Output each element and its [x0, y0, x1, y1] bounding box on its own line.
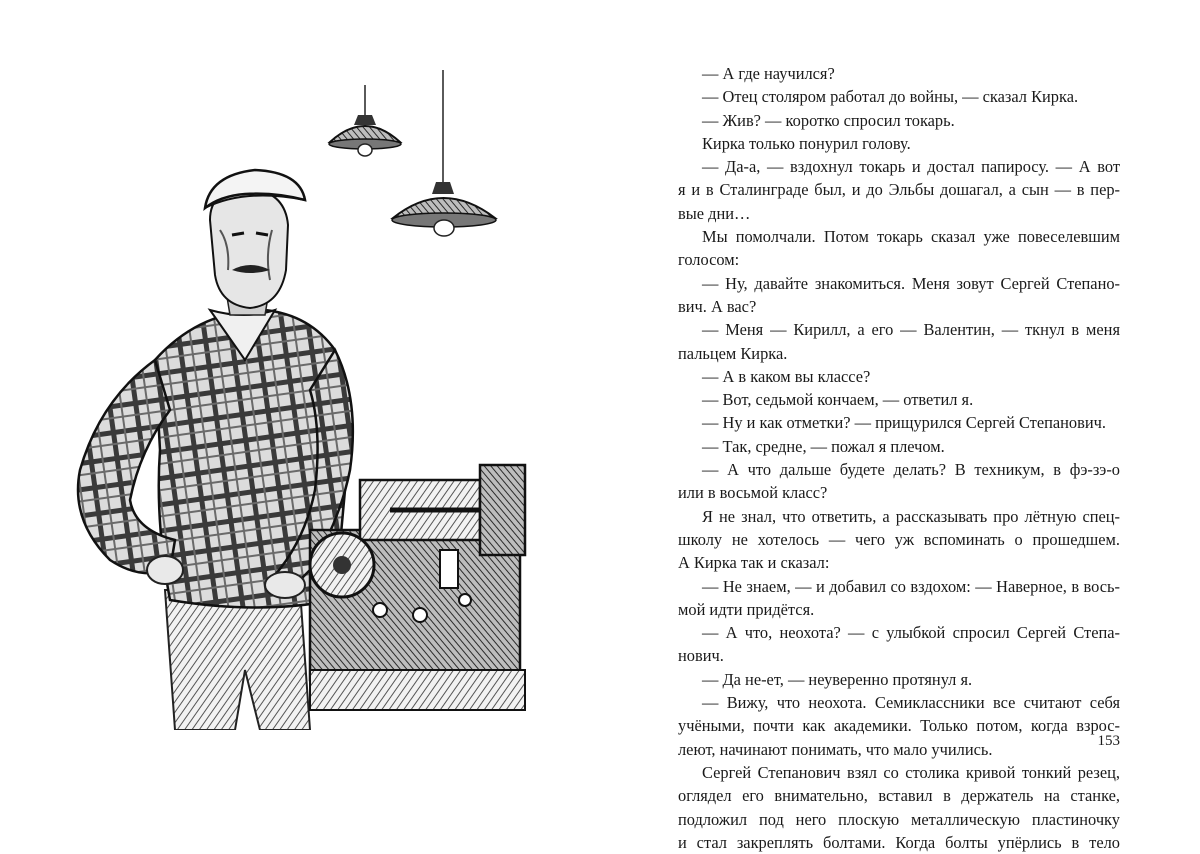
text-line: — А что дальше будете делать? В техникум, в фэ-зэ-о [702, 460, 1120, 480]
text-line: учёными, почти как академики. Только потом, когда взрос- [678, 716, 1120, 736]
text-line: школу не хотелось — чего уж вспоминать о прошедшем. [678, 529, 1120, 549]
text-line: леют, начинают понимать, что мало учились. [678, 739, 993, 759]
hanging-lamp-icon [329, 115, 401, 156]
text-line: подложил под него плоскую металлическую пластиночку [678, 809, 1120, 829]
text-line: — Отец столяром работал до войны, — сказал Кирка. [702, 87, 1079, 107]
text-line: — Вот, седьмой кончаем, — ответил я. [702, 390, 974, 410]
text-line: или в восьмой класс? [678, 483, 828, 503]
text-line: и стал закреплять болтами. Когда болты упёрлись в тело [678, 832, 1120, 852]
text-line: Сергей Степанович взял со столика кривой тонкий резец, [702, 762, 1120, 782]
text-line: — Меня — Кирилл, а его — Валентин, — ткнул в меня [702, 320, 1120, 340]
text-line: вые дни… [678, 203, 751, 223]
text-line: — Вижу, что неохота. Семиклассники все считают себя [702, 693, 1120, 713]
text-line: мой идти придётся. [678, 599, 815, 619]
body-text [678, 62, 1120, 854]
hanging-lamp-icon [392, 182, 496, 236]
text-line: — Жив? — коротко спросил токарь. [702, 110, 955, 130]
text-line: голосом: [678, 250, 740, 270]
text-line: А Кирка так и сказал: [678, 553, 830, 573]
text-line: — Ну и как отметки? — прищурился Сергей Степанович. [702, 413, 1106, 433]
text-line: — Да не-ет, — неуверенно протянул я. [702, 669, 973, 689]
text-line: — Да-а, — вздохнул токарь и достал папиросу. — А вот [702, 157, 1120, 177]
page-number: 153 [1097, 733, 1120, 749]
illustration [60, 70, 540, 730]
text-line: Я не знал, что ответить, а рассказывать про лётную спец- [702, 506, 1120, 526]
text-line: — А в каком вы классе? [702, 366, 871, 386]
text-line: пальцем Кирка. [678, 343, 788, 363]
text-line: оглядел его внимательно, вставил в держатель на станке, [678, 786, 1120, 806]
text-line: — Так, средне, — пожал я плечом. [702, 436, 945, 456]
text-line: вич. А вас? [678, 296, 757, 316]
text-line: нович. [678, 646, 724, 666]
text-line: — Не знаем, — и добавил со вздохом: — Наверное, в вось- [702, 576, 1120, 596]
worker-at-lathe-illustration [60, 70, 540, 730]
text-line: Кирка только понурил голову. [702, 133, 911, 153]
text-line: Мы помолчали. Потом токарь сказал уже повеселевшим [702, 227, 1120, 247]
text-line: — А что, неохота? — с улыбкой спросил Сергей Степа- [702, 623, 1120, 643]
text-line: — А где научился? [702, 64, 835, 83]
text-line: я и в Сталинграде был, и до Эльбы дошагал, а сын — в пер- [678, 180, 1120, 200]
text-line: — Ну, давайте знакомиться. Меня зовут Сергей Степано- [702, 273, 1120, 293]
